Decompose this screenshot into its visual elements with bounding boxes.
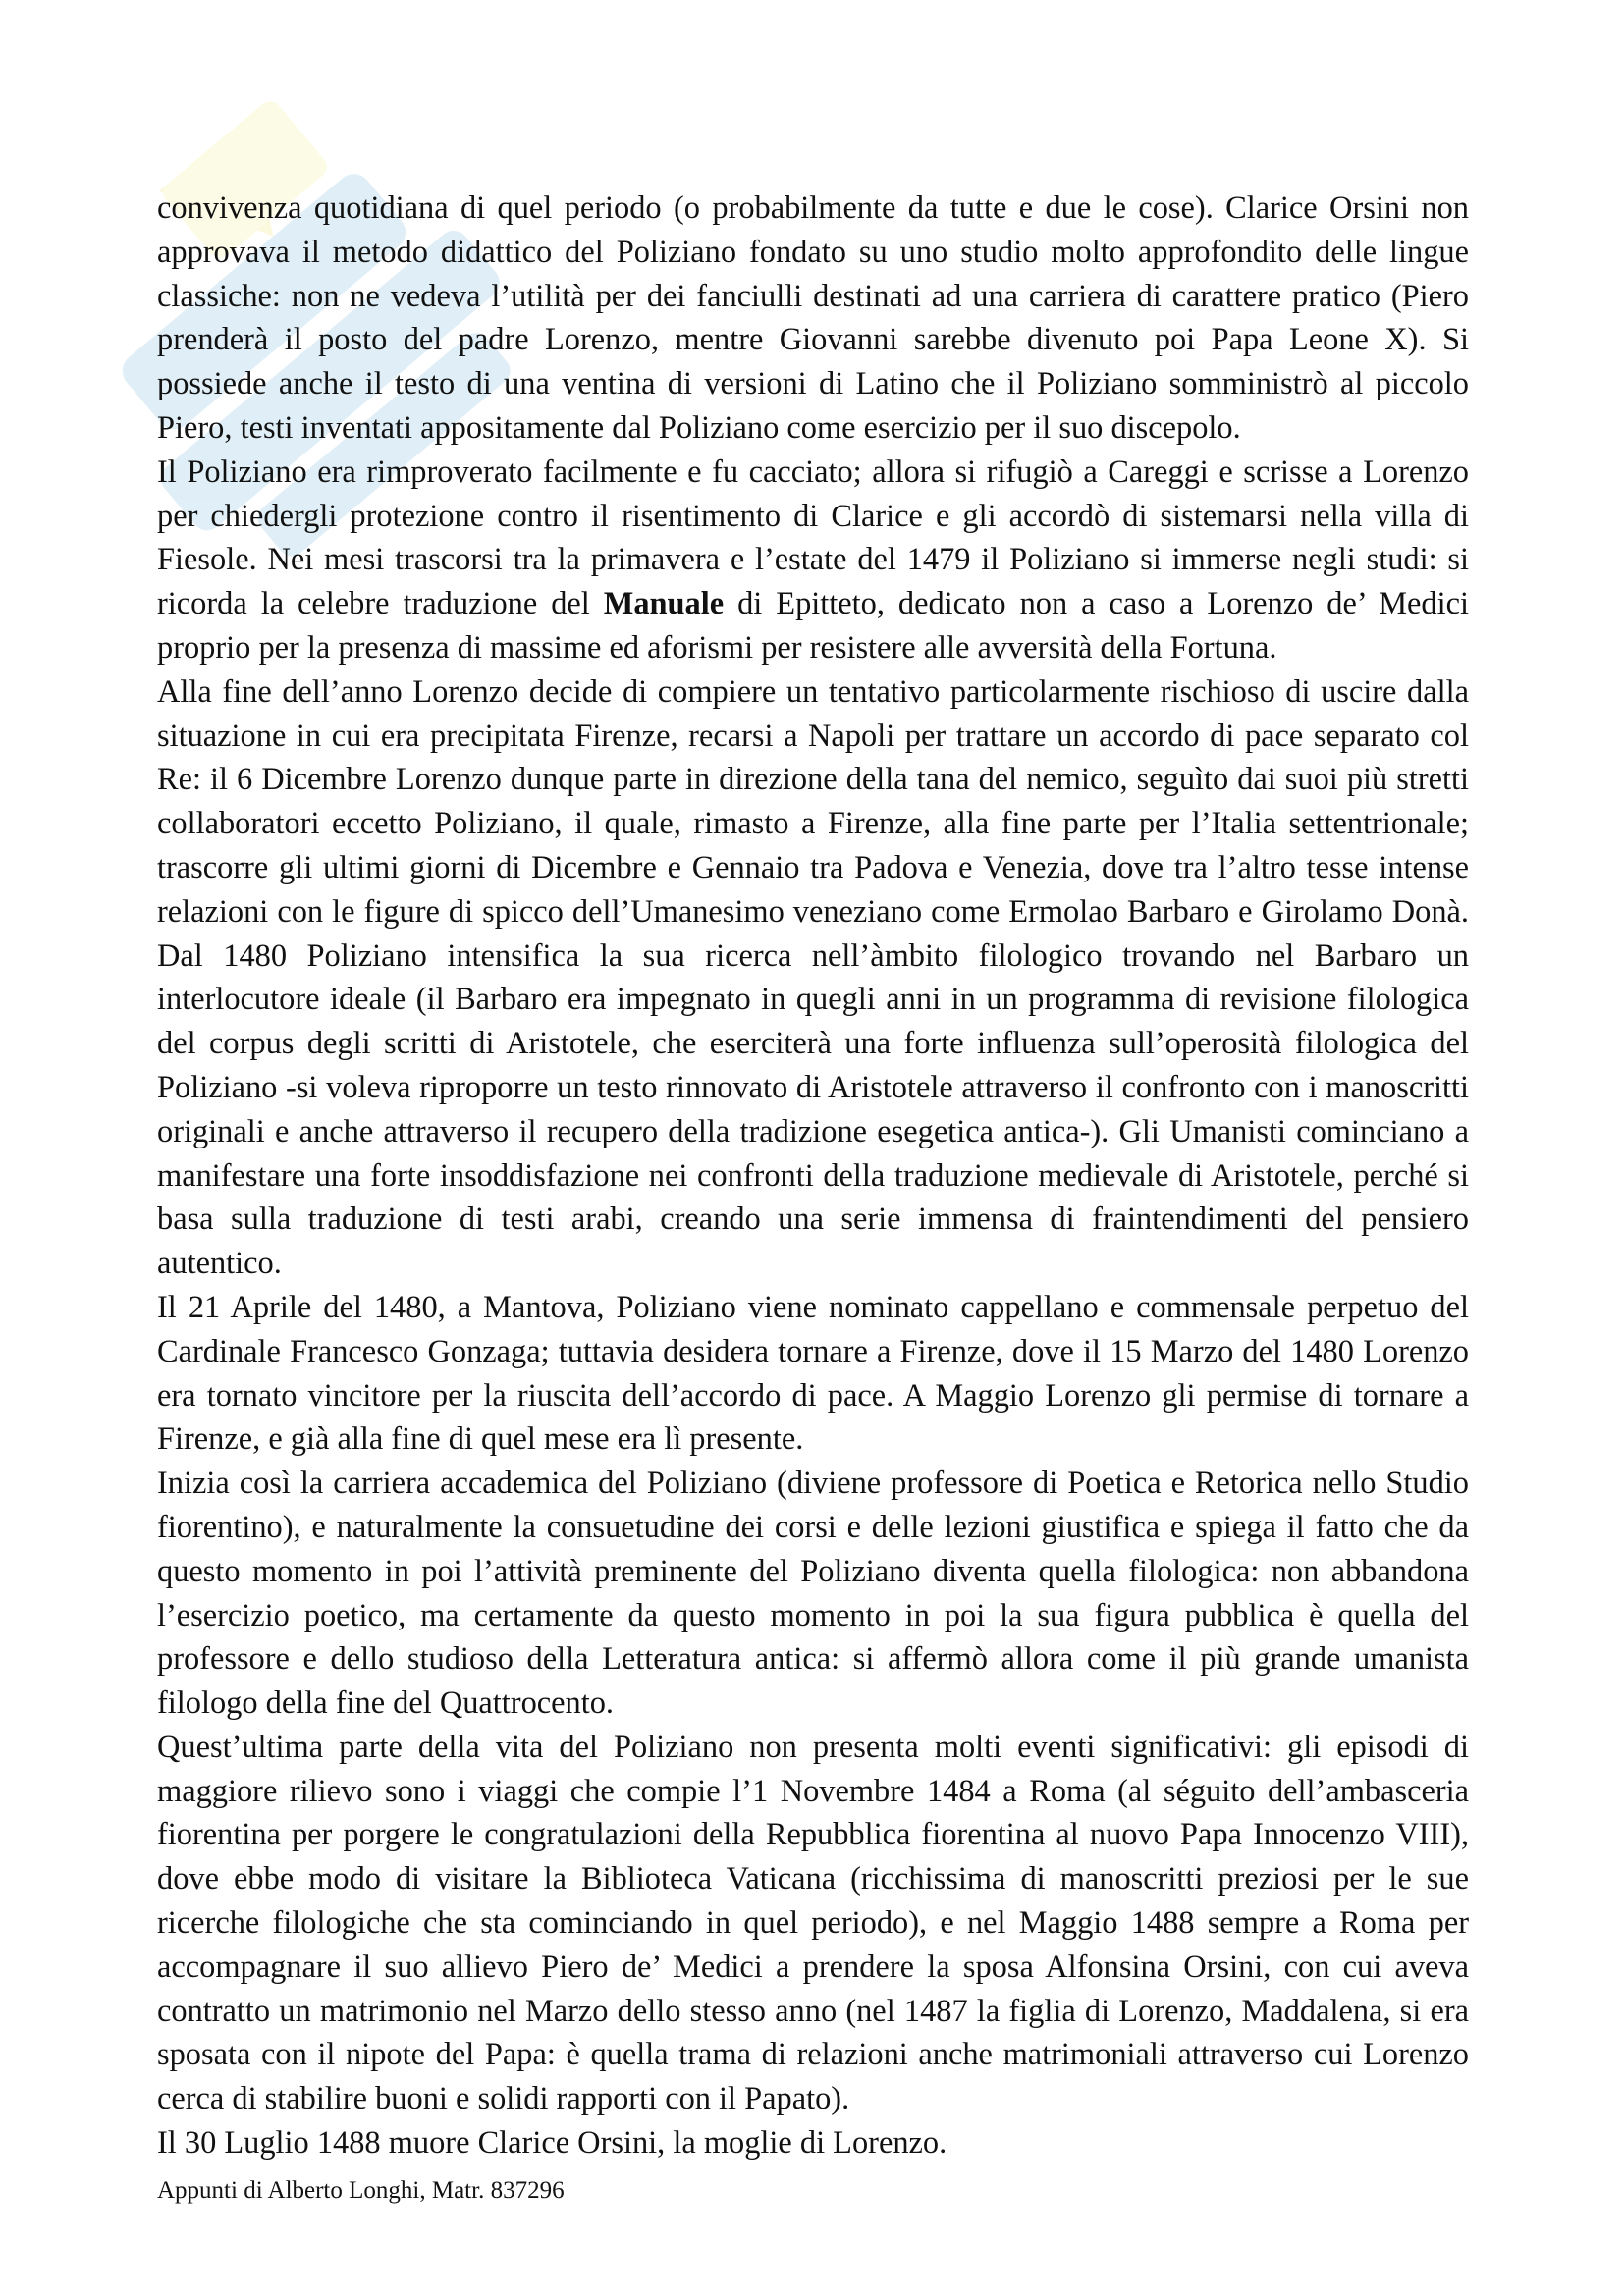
- paragraph-text: di Epitteto, dedicato non a caso a Lorenzo de’ Medici proprio per la presenza di massime ed aforismi per resistere alle avversità della Fortuna.: [157, 586, 1469, 666]
- paragraph-text: convivenza quotidiana di quel periodo (o probabilmente da tutte e due le cose). Clarice Orsini non approvava il metodo didattico del Poliziano fondato su uno studio molto approfondito delle lingue classiche: non ne vedeva l’utilità per dei fanciulli destinati ad una carriera di carattere pratico (Piero prenderà il posto del padre Lorenzo, mentre Giovanni sarebbe divenuto poi Papa Leone X). Si possiede anche il testo di una ventina di versioni di Latino che il Poliziano somministrò al piccolo Piero, testi inventati appositamente dal Poliziano come esercizio per il suo discepolo.: [157, 190, 1469, 446]
- paragraph: [157, 1726, 1469, 2121]
- paragraph: [157, 1462, 1469, 1726]
- body-text: [157, 187, 1469, 2165]
- paragraph: [157, 451, 1469, 670]
- paragraph: [157, 1286, 1469, 1462]
- paragraph-text: Il 30 Luglio 1488 muore Clarice Orsini, la moglie di Lorenzo.: [157, 2125, 947, 2162]
- paragraph: [157, 670, 1469, 1286]
- bold-title: Manuale: [603, 586, 725, 622]
- paragraph: [157, 187, 1469, 451]
- paragraph-text: Quest’ultima parte della vita del Poliziano non presenta molti eventi significativi: gli episodi di maggiore rilievo sono i viaggi che compie l’1 Novembre 1484 a Roma (al séguito dell’ambasceria fiorentina per porgere le congratulazioni della Repubblica fiorentina al nuovo Papa Innocenzo VIII), dove ebbe modo di visitare la Biblioteca Vaticana (ricchissima di manoscritti preziosi per le sue ricerche filologiche che sta cominciando in quel periodo), e nel Maggio 1488 sempre a Roma per accompagnare il suo allievo Piero de’ Medici a prendere la sposa Alfonsina Orsini, con cui aveva contratto un matrimonio nel Marzo dello stesso anno (nel 1487 la figlia di Lorenzo, Maddalena, si era sposata con il nipote del Papa: è quella trama di relazioni anche matrimoniali attraverso cui Lorenzo cerca di stabilire buoni e solidi rapporti con il Papato).: [157, 1729, 1469, 2117]
- page-footer: Appunti di Alberto Longhi, Matr. 837296: [157, 2177, 565, 2204]
- paragraph-text: Alla fine dell’anno Lorenzo decide di compiere un tentativo particolarmente rischioso di uscire dalla situazione in cui era precipitata Firenze, recarsi a Napoli per trattare un accordo di pace separato col Re: il 6 Dicembre Lorenzo dunque parte in direzione della tana del nemico, seguìto dai suoi più stretti collaboratori eccetto Poliziano, il quale, rimasto a Firenze, alla fine parte per l’Italia settentrionale; trascorre gli ultimi giorni di Dicembre e Gennaio tra Padova e Venezia, dove tra l’altro tesse intense relazioni con le figure di spicco dell’Umanesimo veneziano come Ermolao Barbaro e Girolamo Donà. Dal 1480 Poliziano intensifica la sua ricerca nell’àmbito filologico trovando nel Barbaro un interlocutore ideale (il Barbaro era impegnato in quegli anni in un programma di revisione filologica del corpus degli scritti di Aristotele, che eserciterà una forte influenza sull’operosità filologica del Poliziano -si voleva riproporre un testo rinnovato di Aristotele attraverso il confronto con i manoscritti originali e anche attraverso il recupero della tradizione esegetica antica-). Gli Umanisti cominciano a manifestare una forte insoddisfazione nei confronti della traduzione medievale di Aristotele, perché si basa sulla traduzione di testi arabi, creando una serie immensa di fraintendimenti del pensiero autentico.: [157, 673, 1469, 1282]
- paragraph-text: Inizia così la carriera accademica del Poliziano (diviene professore di Poetica e Retorica nello Studio fiorentino), e naturalmente la consuetudine dei corsi e delle lezioni giustifica e spiega il fatto che da questo momento in poi l’attività preminente del Poliziano diventa quella filologica: non abbandona l’esercizio poetico, ma certamente da questo momento in poi la sua figura pubblica è quella del professore e dello studioso della Letteratura antica: si affermò allora come il più grande umanista filologo della fine del Quattrocento.: [157, 1466, 1469, 1722]
- paragraph: [157, 2121, 1469, 2165]
- paragraph-text: Il Poliziano era rimproverato facilmente e fu cacciato; allora si rifugiò a Careggi e scrisse a Lorenzo per chiedergli protezione contro il risentimento di Clarice e gli accordò di sistemarsi nella villa di Fiesole. Nei mesi trascorsi tra la primavera e l’estate del 1479 il Poliziano si immerse negli studi: si ricorda la celebre traduzione del: [157, 454, 1469, 622]
- paragraph-text: Il 21 Aprile del 1480, a Mantova, Poliziano viene nominato cappellano e commensale perpetuo del Cardinale Francesco Gonzaga; tuttavia desidera tornare a Firenze, dove il 15 Marzo del 1480 Lorenzo era tornato vincitore per la riuscita dell’accordo di pace. A Maggio Lorenzo gli permise di tornare a Firenze, e già alla fine di quel mese era lì presente.: [157, 1289, 1469, 1458]
